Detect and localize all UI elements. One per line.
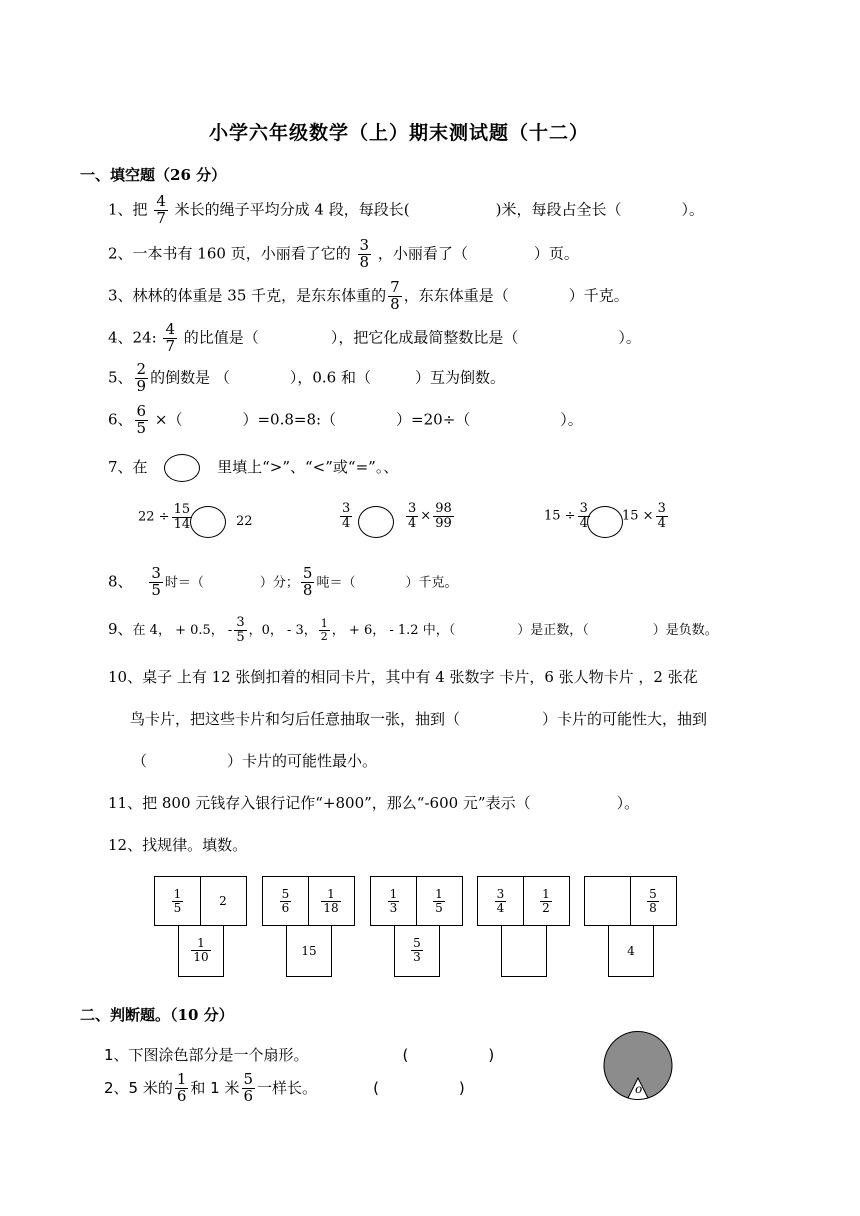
pattern-cell-bottom[interactable] [501,925,547,977]
sector-figure [602,1030,674,1102]
answer-circle[interactable] [587,506,623,538]
pattern-cell-bottom: 15 [286,925,332,977]
answer-circle[interactable] [358,506,394,538]
compare-item-3: 15 ÷ $\frac{3}{4}$ [544,501,588,531]
fraction: $\frac{5}{3}$ [413,936,421,964]
pattern-cell-right [630,876,677,926]
answer-circle[interactable] [164,454,200,482]
pattern-cell-bottom [394,925,440,977]
fraction: $\frac{7}{8}$ [390,278,400,313]
question-8: 8、 $\frac{3}{5}$ 时＝（ ）分； $\frac{5}{8}$ 吨＝（ ）千克。 [108,564,458,599]
fraction: $\frac{1}{5}$ [435,886,443,915]
pattern-cell-left [370,876,417,926]
question-1: 1、把 $\frac{4}{7}$ 米长的绳子平均分成 4 段，每段长( )米，每段占全长（ ）。 [108,192,704,227]
fraction: $\frac{6}{5}$ [136,402,147,437]
judgment-1: 1、下图涂色部分是一个扇形。 ( ) [104,1046,495,1064]
section-fill-blank: 一、填空题（26 分） [80,166,227,184]
question-12: 12、找规律。填数。 [108,836,248,854]
pattern-cell-right [416,876,463,926]
question-4: 4、24: $\frac{4}{7}$ 的比值是（ ），把它化成最简整数比是（ ）。 [108,320,641,355]
compare-item-1-right: 22 [236,514,253,529]
fraction: $\frac{4}{7}$ [165,320,176,355]
fraction: $\frac{5}{8}$ [649,886,657,915]
pattern-cell-left [477,876,524,926]
fraction: $\frac{1}{5}$ [173,886,182,915]
question-2: 2、一本书有 160 页，小丽看了它的 $\frac{3}{8}$ ，小丽看了（ ）页。 [108,236,579,271]
answer-circle[interactable] [190,506,226,538]
section-judgment: 二、判断题。（10 分） [80,1006,234,1024]
fraction: $\frac{1}{18}$ [323,886,339,915]
question-3: 3、林林的体重是 35 千克，是东东体重的 $\frac{7}{8}$ ，东东体重是（ ）千克。 [108,278,629,313]
question-10-line-2: 鸟卡片，把这些卡片和匀后任意抽取一张，抽到（ ）卡片的可能性大，抽到 [130,710,708,728]
fraction: $\frac{1}{10}$ [193,936,209,964]
pattern-cell-left[interactable] [584,876,631,926]
angle-label: o [635,1082,643,1096]
fraction: $\frac{2}{9}$ [136,360,147,395]
question-10-line-3: （ ）卡片的可能性最小。 [132,752,378,770]
fraction: $\frac{4}{7}$ [156,192,166,227]
question-10-line-1: 10、桌子 上有 12 张倒扣着的相同卡片，其中有 4 张数字 卡片，6 张人物卡片 ，2 张花 [108,668,698,686]
question-5: 5、 $\frac{2}{9}$ 的倒数是 （ ），0.6 和（ ）互为倒数。 [108,360,506,395]
question-9: 9、在 4， + 0.5， - $\frac{3}{5}$ ，0， - 3， $\frac{1}{2}$ ， + 6， - 1.2 中，（ ）是正数，（ ）是负数。 [108,615,718,645]
fraction: $\frac{1}{2}$ [542,886,550,915]
fraction: $\frac{1}{3}$ [389,886,398,915]
question-7: 7、在 里填上“>”、“<”或“=”。、 [108,454,398,482]
pattern-cell-right [308,876,355,926]
judgment-2: 2、5 米的 $\frac{1}{6}$ 和 1 米 $\frac{5}{6}$ 一样长。 ( ) [104,1070,465,1105]
compare-item-2: $\frac{3}{4}$ [342,501,351,531]
pattern-cell-right [523,876,570,926]
compare-item-3-right: 15 × $\frac{3}{4}$ [622,501,666,531]
pattern-cell-left [262,876,309,926]
compare-item-2-right: $\frac{3}{4}$ × $\frac{98}{99}$ [408,501,452,531]
fraction: $\frac{3}{4}$ [496,886,505,915]
pattern-cell-right: 2 [200,876,247,926]
fraction: $\frac{3}{8}$ [359,236,370,271]
compare-item-1: 22 ÷ $\frac{15}{14}$ [138,502,191,532]
fraction: $\frac{5}{6}$ [281,886,290,915]
page-title: 小学六年级数学（上）期末测试题（十二） [209,122,590,144]
question-11: 11、把 800 元钱存入银行记作“+800”，那么“-600 元”表示（ ）。 [108,794,640,812]
pattern-cell-bottom: 4 [608,925,654,977]
question-6: 6、 $\frac{6}{5}$ ×（ ）=0.8=8:（ ）=20÷（ ）。 [108,402,583,437]
pattern-cell-bottom [178,925,224,977]
pattern-cell-left [154,876,201,926]
